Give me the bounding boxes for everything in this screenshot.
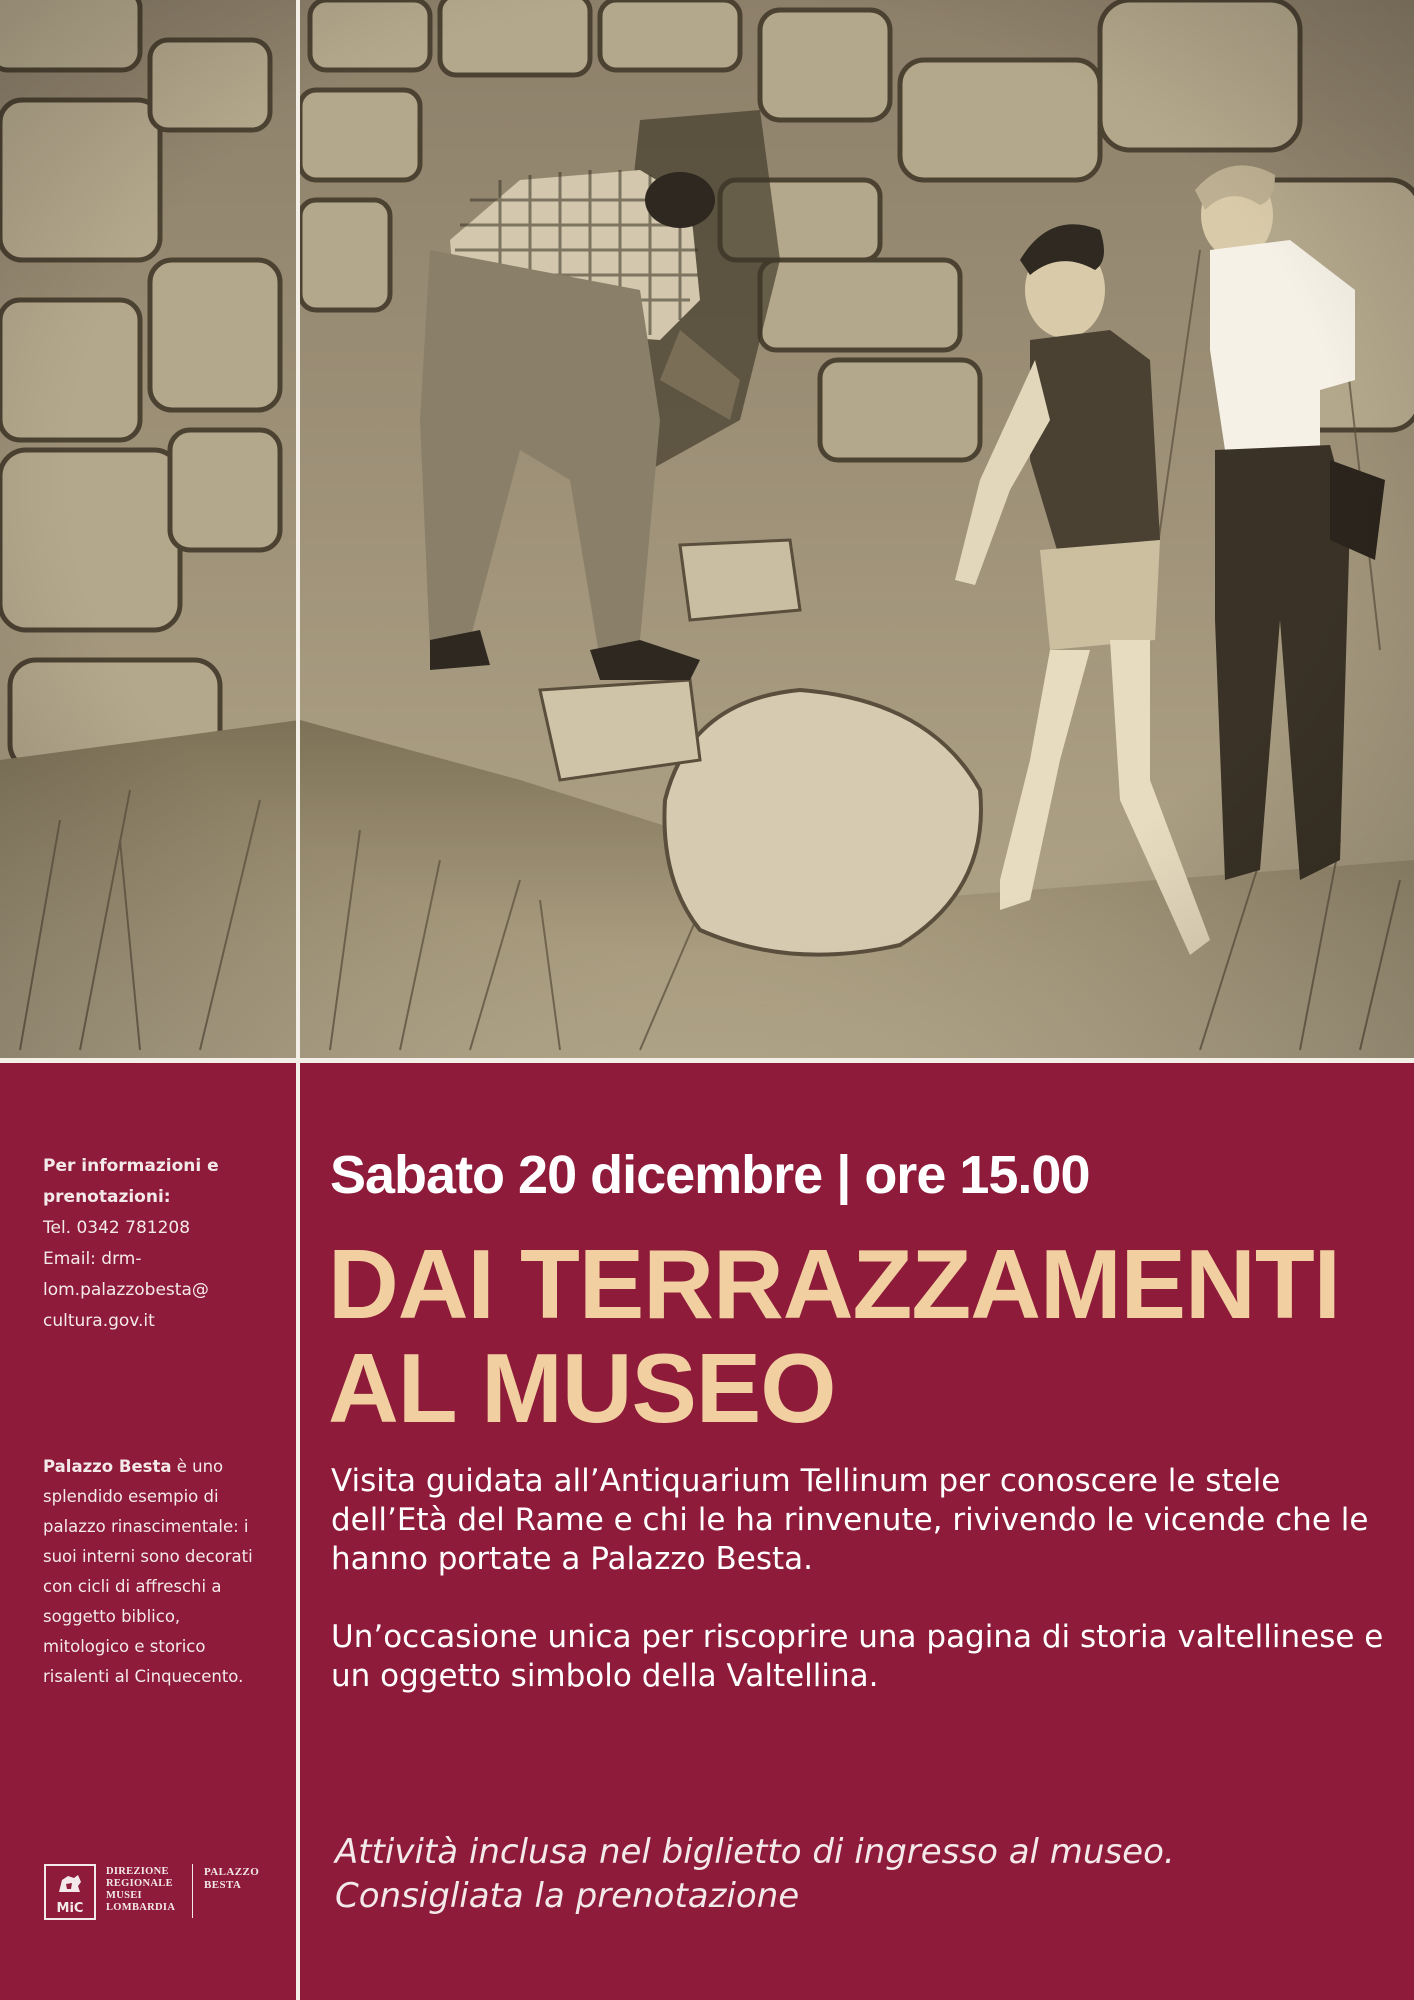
palazzo-name: Palazzo Besta [43, 1457, 172, 1476]
event-title-line-2: AL MUSEO [328, 1333, 836, 1443]
event-highlight: Un’occasione unica per riscoprire una pagina di storia valtellinese e un oggetto simbolo della Valtellina. [331, 1619, 1384, 1694]
event-title [328, 1229, 1398, 1443]
ticket-note-line-1: Attività inclusa nel biglietto di ingresso al museo. [335, 1832, 1175, 1872]
palazzo-description-text: è uno splendido esempio di palazzo rinascimentale: i suoi interni sono decorati con cicli di affreschi a soggetto biblico, mitologico e storico risalenti al Cinquecento. [43, 1457, 253, 1686]
sponsor-logos [44, 1862, 274, 1922]
palazzo-description [43, 1452, 268, 1692]
drm-line: DIREZIONE [106, 1866, 169, 1877]
ticket-note [335, 1830, 1395, 1918]
contact-email-line-1: Email: drm- [43, 1249, 142, 1269]
contact-phone: Tel. 0342 781208 [43, 1218, 191, 1238]
mic-label: MiC [56, 1901, 84, 1916]
drm-line: REGIONALE [106, 1878, 173, 1889]
mic-emblem-icon [56, 1872, 84, 1896]
drm-logo-text [106, 1866, 196, 1914]
mic-logo [44, 1864, 96, 1920]
ticket-note-line-2: Consigliata la prenotazione [335, 1876, 800, 1916]
logo-separator [192, 1864, 193, 1918]
contact-email-line-2: lom.palazzobesta@ [43, 1280, 209, 1300]
drm-line: LOMBARDIA [106, 1902, 176, 1913]
event-date: Sabato 20 dicembre | ore 15.00 [330, 1145, 1090, 1205]
photo-divider [296, 0, 300, 1062]
drm-line: MUSEI [106, 1890, 142, 1901]
palazzo-besta-logo-text [204, 1866, 284, 1892]
event-title-line-1: DAI TERRAZZAMENTI [328, 1229, 1340, 1339]
contact-email-line-3: cultura.gov.it [43, 1311, 155, 1331]
besta-line: BESTA [204, 1879, 242, 1891]
event-description: Visita guidata all’Antiquarium Tellinum per conoscere le stele dell’Età del Rame e chi le ha rinvenute, rivivendo le vicende che le hanno portate a Palazzo Besta. [331, 1463, 1369, 1577]
besta-line: PALAZZO [204, 1866, 260, 1878]
contact-heading: Per informazioni e prenotazioni: [43, 1156, 219, 1207]
contact-info [43, 1151, 273, 1337]
